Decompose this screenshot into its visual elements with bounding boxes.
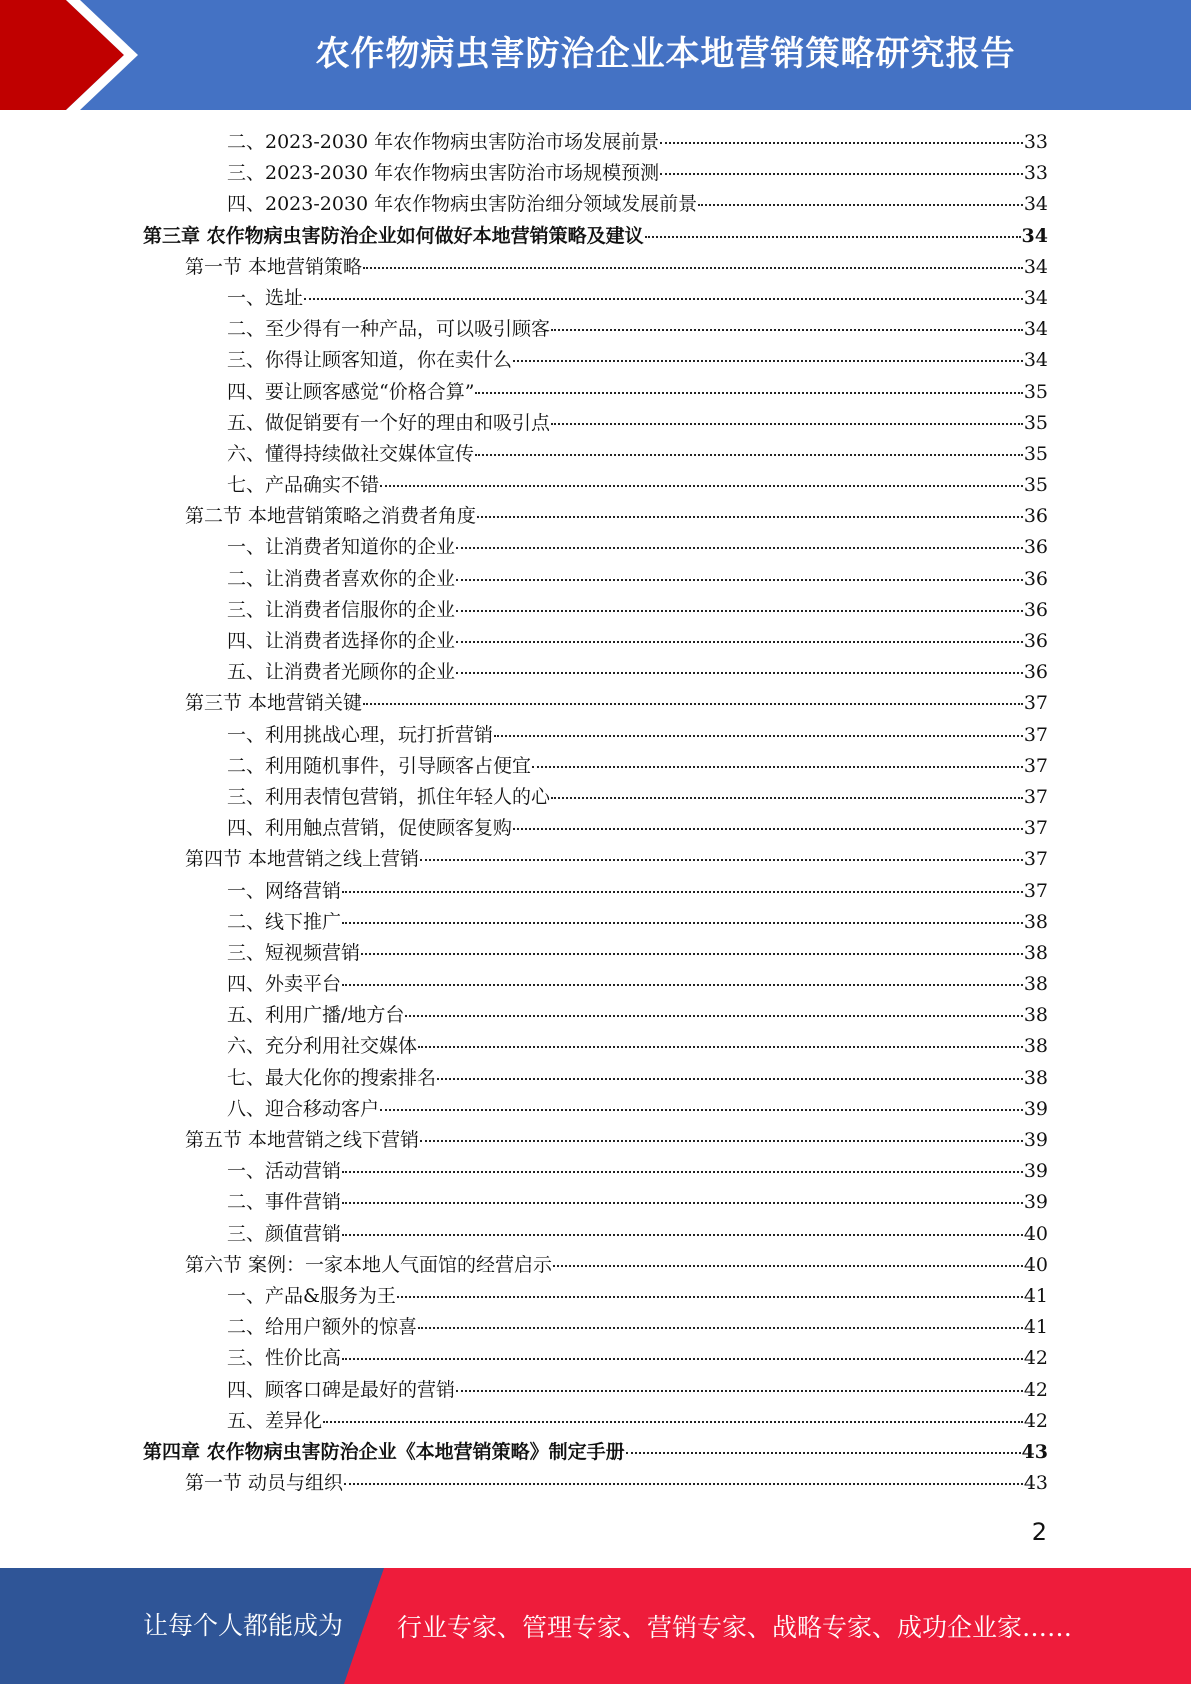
toc-entry-page: 42 xyxy=(1023,1378,1048,1401)
toc-entry[interactable] xyxy=(227,657,1048,688)
toc-entry[interactable] xyxy=(227,1000,1048,1031)
toc-entry-page: 35 xyxy=(1023,411,1048,434)
toc-dot-leader xyxy=(418,1045,1023,1048)
toc-entry-title: 二、2023-2030 年农作物病虫害防治市场发展前景 xyxy=(227,131,660,153)
toc-entry[interactable] xyxy=(227,1375,1048,1406)
toc-entry[interactable] xyxy=(227,1031,1048,1062)
toc-entry-title: 三、让消费者信服你的企业 xyxy=(227,598,456,621)
page-number: 2 xyxy=(1031,1518,1047,1546)
toc-entry-page: 38 xyxy=(1023,1004,1048,1027)
toc-dot-leader xyxy=(513,359,1023,362)
toc-dot-leader xyxy=(304,297,1023,300)
toc-entry-title: 一、产品&服务为王 xyxy=(227,1284,396,1307)
toc-dot-leader xyxy=(645,235,1021,238)
toc-entry[interactable] xyxy=(227,564,1048,595)
toc-entry-page: 37 xyxy=(1023,785,1048,808)
toc-entry-title: 一、利用挑战心理，玩打折营销 xyxy=(227,723,494,746)
toc-entry[interactable] xyxy=(185,1250,1048,1281)
toc-entry-page: 33 xyxy=(1023,131,1048,153)
toc-entry-title: 四、要让顾客感觉“价格合算” xyxy=(227,380,475,403)
page-header xyxy=(0,0,1191,110)
toc-entry-title: 四、外卖平台 xyxy=(227,973,342,996)
toc-entry[interactable] xyxy=(227,720,1048,751)
toc-entry-page: 38 xyxy=(1023,1035,1048,1058)
toc-entry[interactable] xyxy=(143,221,1048,252)
toc-entry-page: 38 xyxy=(1023,973,1048,996)
toc-dot-leader xyxy=(363,702,1023,705)
toc-entry[interactable] xyxy=(185,1468,1048,1499)
toc-entry-title: 四、顾客口碑是最好的营销 xyxy=(227,1378,456,1401)
toc-entry-page: 36 xyxy=(1023,630,1048,652)
toc-entry-page: 37 xyxy=(1023,692,1048,715)
toc-dot-leader xyxy=(342,1233,1023,1236)
toc-entry[interactable] xyxy=(227,408,1048,439)
toc-entry-title: 一、网络营销 xyxy=(227,879,342,902)
toc-entry[interactable] xyxy=(227,1094,1048,1125)
toc-entry-page: 37 xyxy=(1023,879,1048,902)
toc-entry-title: 第三节 本地营销关键 xyxy=(185,692,363,715)
toc-dot-leader xyxy=(456,546,1023,549)
toc-dot-leader xyxy=(380,484,1023,487)
toc-dot-leader xyxy=(323,1420,1023,1423)
toc-dot-leader xyxy=(532,765,1023,768)
toc-entry-title: 五、差异化 xyxy=(227,1409,323,1432)
toc-dot-leader xyxy=(698,203,1023,206)
toc-entry-title: 四、让消费者选择你的企业 xyxy=(227,630,456,652)
toc-entry-title: 第二节 本地营销策略之消费者角度 xyxy=(185,505,477,528)
toc-entry-title: 五、利用广播/地方台 xyxy=(227,1004,405,1027)
toc-entry[interactable] xyxy=(227,1156,1048,1187)
toc-entry-page: 36 xyxy=(1023,598,1048,621)
toc-entry-page: 34 xyxy=(1023,349,1048,372)
toc-entry-title: 二、线下推广 xyxy=(227,910,342,933)
toc-entry-title: 三、利用表情包营销，抓住年轻人的心 xyxy=(227,785,551,808)
toc-entry-page: 43 xyxy=(1023,1472,1048,1495)
toc-entry-title: 第六节 案例：一家本地人气面馆的经营启示 xyxy=(185,1253,553,1276)
toc-entry-title: 七、产品确实不错 xyxy=(227,474,380,497)
toc-dot-leader xyxy=(342,1357,1023,1360)
toc-entry[interactable] xyxy=(227,377,1048,408)
toc-entry-title: 第四章 农作物病虫害防治企业《本地营销策略》制定手册 xyxy=(143,1440,625,1463)
toc-entry-page: 41 xyxy=(1023,1284,1048,1307)
toc-entry[interactable] xyxy=(227,1281,1048,1312)
toc-entry[interactable] xyxy=(227,1063,1048,1094)
toc-dot-leader xyxy=(475,453,1023,456)
toc-dot-leader xyxy=(342,890,1023,893)
toc-entry-page: 36 xyxy=(1023,505,1048,528)
toc-entry[interactable] xyxy=(227,532,1048,563)
toc-dot-leader xyxy=(660,141,1023,144)
toc-entry[interactable] xyxy=(185,1125,1048,1156)
toc-entry-page: 34 xyxy=(1023,318,1048,341)
toc-entry-page: 39 xyxy=(1023,1097,1048,1120)
toc-entry-page: 35 xyxy=(1023,380,1048,403)
toc-entry[interactable] xyxy=(227,439,1048,470)
toc-entry-title: 三、2023-2030 年农作物病虫害防治市场规模预测 xyxy=(227,162,660,185)
toc-dot-leader xyxy=(551,796,1023,799)
toc-entry[interactable] xyxy=(227,782,1048,813)
toc-entry-title: 四、利用触点营销，促使顾客复购 xyxy=(227,817,513,840)
toc-entry-page: 35 xyxy=(1023,474,1048,497)
page-footer xyxy=(0,1568,1191,1684)
toc-dot-leader xyxy=(475,391,1022,394)
toc-dot-leader xyxy=(363,266,1023,269)
footer-slogan-left: 让每个人都能成为 xyxy=(143,1611,344,1640)
toc-entry-page: 40 xyxy=(1023,1222,1048,1245)
toc-entry-page: 37 xyxy=(1023,848,1048,871)
footer-slogan-right: 行业专家、管理专家、营销专家、战略专家、成功企业家…… xyxy=(397,1613,1073,1642)
toc-entry-page: 37 xyxy=(1023,817,1048,840)
toc-entry[interactable] xyxy=(227,158,1048,189)
toc-entry[interactable] xyxy=(227,1343,1048,1374)
toc-entry-page: 34 xyxy=(1023,255,1048,278)
toc-dot-leader xyxy=(456,671,1023,674)
toc-dot-leader xyxy=(660,172,1023,175)
toc-entry[interactable] xyxy=(227,1219,1048,1250)
toc-entry-title: 三、短视频营销 xyxy=(227,941,361,964)
toc-entry-page: 41 xyxy=(1023,1316,1048,1339)
toc-dot-leader xyxy=(456,640,1023,643)
toc-entry-page: 39 xyxy=(1023,1191,1048,1214)
toc-dot-leader xyxy=(456,578,1023,581)
toc-dot-leader xyxy=(626,1451,1021,1454)
toc-entry-page: 37 xyxy=(1023,723,1048,746)
table-of-contents xyxy=(0,127,1191,1499)
toc-entry[interactable] xyxy=(227,938,1048,969)
toc-dot-leader xyxy=(420,858,1023,861)
toc-entry-title: 二、让消费者喜欢你的企业 xyxy=(227,567,456,590)
toc-entry-title: 二、事件营销 xyxy=(227,1191,342,1214)
toc-entry-page: 39 xyxy=(1023,1129,1048,1151)
toc-entry-title: 二、至少得有一种产品，可以吸引顾客 xyxy=(227,318,551,341)
toc-entry-title: 第一节 本地营销策略 xyxy=(185,255,363,278)
toc-entry[interactable] xyxy=(227,626,1048,657)
toc-entry-title: 三、性价比高 xyxy=(227,1347,342,1370)
toc-entry[interactable] xyxy=(227,345,1048,376)
toc-entry[interactable] xyxy=(227,813,1048,844)
toc-entry-title: 二、利用随机事件，引导顾客占便宜 xyxy=(227,754,532,777)
toc-entry[interactable] xyxy=(227,283,1048,314)
toc-entry[interactable] xyxy=(227,969,1048,1000)
toc-entry-page: 42 xyxy=(1023,1409,1048,1432)
toc-dot-leader xyxy=(551,328,1023,331)
toc-entry[interactable] xyxy=(227,314,1048,345)
toc-dot-leader xyxy=(477,515,1023,518)
toc-entry-title: 第三章 农作物病虫害防治企业如何做好本地营销策略及建议 xyxy=(143,224,644,247)
toc-dot-leader xyxy=(551,422,1023,425)
toc-entry-page: 34 xyxy=(1023,286,1048,309)
toc-entry-title: 第五节 本地营销之线下营销 xyxy=(185,1129,420,1151)
toc-dot-leader xyxy=(342,1201,1023,1204)
toc-dot-leader xyxy=(456,609,1023,612)
toc-entry-title: 七、最大化你的搜索排名 xyxy=(227,1066,437,1089)
toc-entry-page: 34 xyxy=(1021,224,1048,247)
toc-entry[interactable] xyxy=(143,1437,1048,1468)
toc-entry-page: 43 xyxy=(1021,1440,1048,1463)
toc-entry-title: 八、迎合移动客户 xyxy=(227,1097,380,1120)
toc-entry-page: 36 xyxy=(1023,661,1048,684)
toc-entry[interactable] xyxy=(227,1187,1048,1218)
toc-entry-page: 42 xyxy=(1023,1347,1048,1370)
toc-entry[interactable] xyxy=(227,595,1048,626)
toc-entry-title: 六、充分利用社交媒体 xyxy=(227,1035,418,1058)
toc-entry[interactable] xyxy=(227,751,1048,782)
report-title: 农作物病虫害防治企业本地营销策略研究报告 xyxy=(315,34,1016,74)
toc-entry[interactable] xyxy=(227,189,1048,220)
toc-dot-leader xyxy=(342,983,1023,986)
toc-dot-leader xyxy=(513,827,1023,830)
toc-entry[interactable] xyxy=(185,252,1048,283)
toc-entry-title: 一、活动营销 xyxy=(227,1160,342,1183)
toc-entry-title: 三、颜值营销 xyxy=(227,1222,342,1245)
toc-entry-title: 六、懂得持续做社交媒体宣传 xyxy=(227,442,475,465)
toc-entry-page: 37 xyxy=(1023,754,1048,777)
toc-entry-title: 五、让消费者光顾你的企业 xyxy=(227,661,456,684)
toc-dot-leader xyxy=(361,952,1023,955)
toc-entry-page: 38 xyxy=(1023,1066,1048,1089)
toc-entry-page: 38 xyxy=(1023,941,1048,964)
toc-dot-leader xyxy=(380,1108,1023,1111)
toc-dot-leader xyxy=(437,1077,1023,1080)
toc-entry[interactable] xyxy=(185,501,1048,532)
toc-dot-leader xyxy=(342,1170,1023,1173)
toc-entry[interactable] xyxy=(227,1406,1048,1437)
toc-entry-title: 一、选址 xyxy=(227,286,304,309)
toc-entry-page: 38 xyxy=(1023,910,1048,933)
toc-entry[interactable] xyxy=(185,844,1048,875)
toc-dot-leader xyxy=(344,1482,1023,1485)
toc-dot-leader xyxy=(342,921,1023,924)
toc-dot-leader xyxy=(405,1014,1022,1017)
toc-entry[interactable] xyxy=(227,1312,1048,1343)
toc-entry-page: 35 xyxy=(1023,442,1048,465)
toc-entry-title: 第一节 动员与组织 xyxy=(185,1472,344,1495)
arrow-decoration xyxy=(0,0,160,110)
toc-dot-leader xyxy=(456,1389,1023,1392)
toc-entry-page: 40 xyxy=(1023,1253,1048,1276)
toc-entry-title: 三、你得让顾客知道，你在卖什么 xyxy=(227,349,513,372)
toc-entry[interactable] xyxy=(227,876,1048,907)
toc-entry-page: 33 xyxy=(1023,162,1048,185)
toc-entry-title: 五、做促销要有一个好的理由和吸引点 xyxy=(227,411,551,434)
toc-dot-leader xyxy=(397,1295,1023,1298)
toc-dot-leader xyxy=(553,1264,1023,1267)
toc-entry-page: 34 xyxy=(1023,193,1048,216)
toc-entry[interactable] xyxy=(227,470,1048,501)
toc-entry[interactable] xyxy=(227,127,1048,158)
toc-dot-leader xyxy=(494,734,1023,737)
toc-dot-leader xyxy=(418,1326,1023,1329)
toc-dot-leader xyxy=(420,1139,1023,1142)
toc-entry-title: 四、2023-2030 年农作物病虫害防治细分领域发展前景 xyxy=(227,193,698,216)
toc-entry-page: 36 xyxy=(1023,567,1048,590)
toc-entry-title: 一、让消费者知道你的企业 xyxy=(227,536,456,559)
toc-entry[interactable] xyxy=(227,907,1048,938)
toc-entry-page: 39 xyxy=(1023,1160,1048,1183)
toc-entry-title: 第四节 本地营销之线上营销 xyxy=(185,848,420,871)
toc-entry-page: 36 xyxy=(1023,536,1048,559)
toc-entry-title: 二、给用户额外的惊喜 xyxy=(227,1316,418,1339)
toc-entry[interactable] xyxy=(185,688,1048,719)
